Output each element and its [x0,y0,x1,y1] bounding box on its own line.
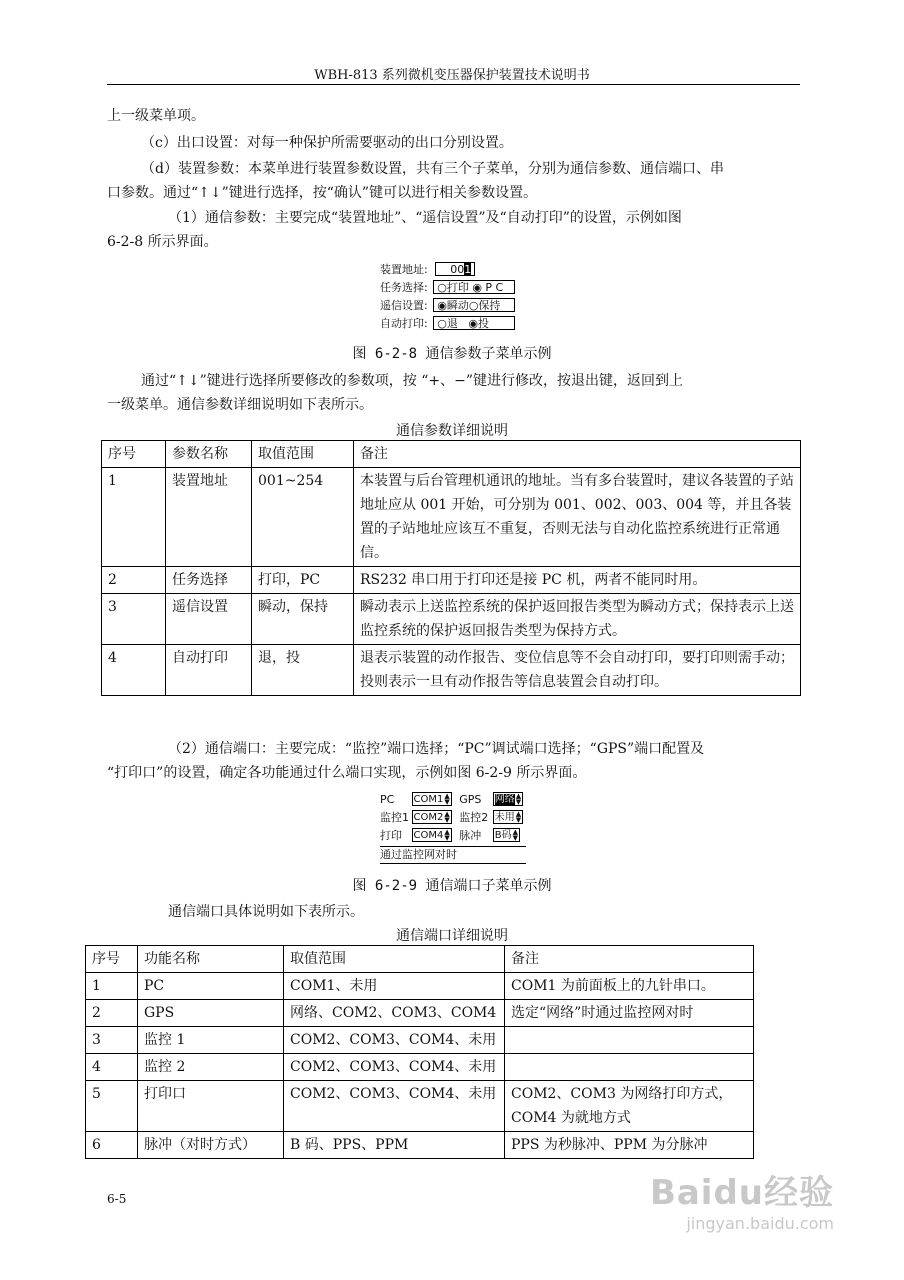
table-title: 通信端口详细说明 [396,928,508,944]
header-rule [107,84,800,85]
table-header-row [102,441,801,468]
table-row [86,973,754,1000]
table-row [86,1054,754,1081]
table-cell: 监控 1 [138,1027,284,1054]
table-cell: GPS [138,1000,284,1027]
select-value: COM4 [413,830,444,841]
table-cell: 3 [86,1027,138,1054]
column-header: 取值范围 [252,441,354,468]
table-cell [505,1054,754,1081]
paragraph: 一级菜单。通信参数详细说明如下表所示。 [107,397,373,413]
table-row [102,468,801,567]
paragraph: 上一级菜单项。 [107,108,205,124]
table-cell: 1 [102,468,166,567]
cursor: 1 [464,263,472,276]
paragraph: （1）通信参数：主要完成“装置地址”、“遥信设置”及“自动打印”的设置，示例如图 [168,210,682,226]
autoprint-option-group[interactable] [433,316,515,330]
table-cell: 2 [86,1000,138,1027]
table-cell: 选定“网络”时通过监控网对时 [505,1000,754,1027]
paragraph: 通过“↑↓”键进行选择所要修改的参数项，按 “+、−”键进行修改，按退出键，返回到上 [141,373,683,389]
monitor1-port-select[interactable] [412,810,452,824]
figure-caption: 图 6-2-8 通信参数子菜单示例 [352,346,552,362]
table-cell: COM2、COM3、COM4、未用 [284,1054,505,1081]
select-value: COM2 [413,812,444,823]
spinner-icon: ▲ ▼ [515,792,522,806]
field-label: GPS [459,793,482,806]
table-cell: COM1 为前面板上的九针串口。 [505,973,754,1000]
table-cell: 本装置与后台管理机通讯的地址。当有多台装置时，建议各装置的子站地址应从 001 开始，可分别为 001、002、003、004 等，并且各装置的子站地址应该互不重复，否则无法与自动化监控系统进行正常通信。 [354,468,801,567]
column-header: 参数名称 [166,441,252,468]
comm-params-screen [380,262,530,334]
paragraph: （d）装置参数：本菜单进行装置参数设置，共有三个子菜单，分别为通信参数、通信端口、串 [141,161,724,177]
watermark-brand: Baidu经验 [649,1173,834,1213]
table-header-row [86,946,754,973]
table-cell: 6 [86,1132,138,1159]
comm-ports-screen [380,792,526,864]
address-value: 00 [450,263,465,276]
table-cell: RS232 串口用于打印还是接 PC 机，两者不能同时用。 [354,567,801,594]
task-option-group[interactable] [433,280,515,294]
field-label: 装置地址: [380,263,428,276]
paragraph: 通信端口具体说明如下表所示。 [168,904,364,920]
table-row [102,594,801,645]
table-row [86,1000,754,1027]
table-cell: 4 [102,645,166,696]
table-cell: 1 [86,973,138,1000]
spinner-icon: ▲ ▼ [512,828,518,842]
table-row [86,1132,754,1159]
table-cell: 自动打印 [166,645,252,696]
field-label: 自动打印: [380,317,428,330]
table-cell: 瞬动，保持 [252,594,354,645]
table-cell: 2 [102,567,166,594]
table-cell: 遥信设置 [166,594,252,645]
screen-row-address [380,262,475,278]
table-cell: 监控 2 [138,1054,284,1081]
table-cell: PC [138,973,284,1000]
table-cell: 退，投 [252,645,354,696]
table-cell: 3 [102,594,166,645]
print-port-select[interactable] [412,828,452,842]
status-text: 通过监控网对时 [380,848,457,861]
table-cell: 5 [86,1081,138,1132]
screen-row-task [380,280,515,296]
page-header: WBH-813 系列微机变压器保护装置技术说明书 [314,68,590,83]
option: ○打印 [437,281,469,294]
table-cell: 4 [86,1054,138,1081]
table-title: 通信参数详细说明 [396,423,508,439]
option: ◉ P C [472,281,504,294]
table-cell: 退表示装置的动作报告、变位信息等不会自动打印，要打印则需手动；投则表示一旦有动作报告等信息装置会自动打印。 [354,645,801,696]
table-cell: COM2、COM3 为网络打印方式，COM4 为就地方式 [505,1081,754,1132]
status-bar [380,846,526,864]
select-value: 未用 [494,812,515,823]
option: ○退 [437,317,458,330]
table-row [86,1081,754,1132]
screen-row-remote [380,298,515,314]
spinner-icon: ▲ ▼ [444,828,450,842]
page-number: 6-5 [107,1192,127,1206]
watermark [650,1165,834,1233]
table-cell: 装置地址 [166,468,252,567]
table-cell: 打印，PC [252,567,354,594]
column-header: 取值范围 [284,946,505,973]
pc-port-select[interactable] [412,792,452,806]
remote-option-group[interactable] [433,298,515,312]
paragraph: 6-2-8 所示界面。 [107,234,218,250]
watermark-url: jingyan.baidu.com [686,1214,834,1233]
field-label: 监控2 [459,811,489,824]
pulse-mode-select[interactable] [493,828,520,842]
select-value: COM1 [413,794,444,805]
column-header: 功能名称 [138,946,284,973]
screen-row [380,810,523,826]
table-cell: 网络、COM2、COM3、COM4 [284,1000,505,1027]
comm-params-table [101,440,801,696]
table-cell: 脉冲（对时方式） [138,1132,284,1159]
field-label: 脉冲 [459,829,482,842]
field-label: 打印 [380,829,402,842]
field-label: 遥信设置: [380,299,428,312]
spinner-icon: ▲ ▼ [444,810,450,824]
table-cell: COM2、COM3、COM4、未用 [284,1081,505,1132]
screen-row [380,828,520,844]
spinner-icon: ▲ ▼ [444,792,450,806]
select-value: B码 [494,830,512,841]
table-row [86,1027,754,1054]
option: ◉瞬动 [437,299,469,312]
screen-row [380,792,523,808]
address-field[interactable] [435,262,475,276]
table-cell [505,1027,754,1054]
table-cell: COM1、未用 [284,973,505,1000]
table-cell: 打印口 [138,1081,284,1132]
field-label: 监控1 [380,811,409,824]
paragraph: （c）出口设置：对每一种保护所需要驱动的出口分别设置。 [141,135,513,151]
table-cell: COM2、COM3、COM4、未用 [284,1027,505,1054]
column-header: 序号 [86,946,138,973]
column-header: 备注 [505,946,754,973]
option: ○保持 [468,299,501,312]
gps-port-select[interactable] [493,792,523,806]
paragraph: “打印口”的设置，确定各功能通过什么端口实现，示例如图 6-2-9 所示界面。 [107,765,587,781]
paragraph: 口参数。通过“↑↓”键进行选择，按“确认”键可以进行相关参数设置。 [107,185,538,201]
column-header: 序号 [102,441,166,468]
table-cell: 任务选择 [166,567,252,594]
table-cell: B 码、PPS、PPM [284,1132,505,1159]
column-header: 备注 [354,441,801,468]
table-cell: 瞬动表示上送监控系统的保护返回报告类型为瞬动方式；保持表示上送监控系统的保护返回报告类型为保持方式。 [354,594,801,645]
table-cell: 001~254 [252,468,354,567]
select-value: 网络 [494,794,515,805]
paragraph: （2）通信端口：主要完成：“监控”端口选择；“PC”调试端口选择；“GPS”端口配置及 [168,741,705,757]
comm-ports-table [85,945,754,1159]
field-label: 任务选择: [380,281,428,294]
table-cell: PPS 为秒脉冲、PPM 为分脉冲 [505,1132,754,1159]
table-row [102,645,801,696]
option: ◉投 [468,317,489,330]
field-label: PC [380,793,395,806]
figure-caption: 图 6-2-9 通信端口子菜单示例 [352,878,552,894]
monitor2-port-select[interactable] [493,810,523,824]
table-row [102,567,801,594]
screen-row-autoprint [380,316,515,332]
spinner-icon: ▲ ▼ [515,810,522,824]
